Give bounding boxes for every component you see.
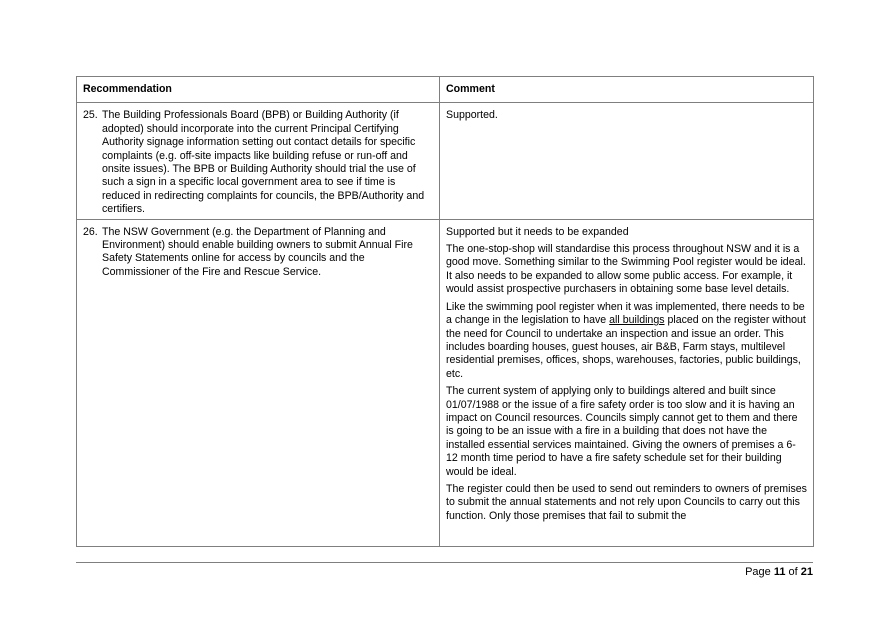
recommendations-table — [76, 76, 814, 547]
recommendation-cell — [77, 219, 440, 546]
comment-text: placed on the register without the need for Council to undertake an inspection and issue an order. This includes boarding houses, guest houses, air B&B, Farm stays, multilevel residential premises, offices, shops, warehouses, factories, public buildings, etc. — [446, 314, 806, 380]
comment-paragraph: Supported. — [446, 109, 498, 122]
comment-paragraph: The register could then be used to send out reminders to owners of premises to submit the annual statements and not rely upon Councils to carry out this function. Only those premises that fail to submit the — [446, 482, 807, 522]
underlined-text: all buildings — [609, 314, 665, 327]
comment-paragraph — [446, 301, 807, 381]
table-row — [77, 219, 814, 546]
header-recommendation: Recommendation — [77, 77, 440, 103]
recommendation-item — [83, 226, 433, 280]
page-total: 21 — [800, 566, 813, 578]
recommendation-text: The Building Professionals Board (BPB) or Building Authority (if adopted) should incorporate into the current Principal Certifying Authority signage information setting out contact details for specific complaints (e.g. off-site impacts like building refuse or run-off and onsite issues). The BPB or Building Authority should trial the use of such a sign in a specific local government area to see if time is reduced in redirecting complaints for councils, the BPB/Authority and certifiers. — [102, 109, 425, 216]
recommendation-number: 25. — [83, 109, 98, 122]
recommendation-text: The NSW Government (e.g. the Department of Planning and Environment) should enable building owners to submit Annual Fire Safety Statements online for access by councils and the Commissioner of the Fire and Rescue Service. — [102, 225, 413, 278]
table-header-row — [77, 77, 814, 103]
recommendation-cell — [77, 103, 440, 219]
header-comment: Comment — [440, 77, 814, 103]
page-current: 11 — [773, 566, 786, 578]
footer-divider — [76, 562, 813, 563]
comment-paragraph: Supported but it needs to be expanded — [446, 225, 629, 238]
comment-paragraph: The one-stop-shop will standardise this process throughout NSW and it is a good move. Something similar to the Swimming Pool register would be ideal. It also needs to be expanded to allow some public access. For example, it would assist prospective purchasers in obtaining some base level details. — [446, 243, 806, 296]
recommendation-item — [83, 109, 433, 216]
comment-cell — [440, 219, 814, 546]
comment-paragraph: The current system of applying only to buildings altered and built since 01/07/1988 or the issue of a fire safety order is too slow and it is having an impact on Council resources. Councils simply cannot get to them and there is going to be an issue with a fire in a building that does not have the installed essential services maintained. Giving the owners of premises a 6-12 month time period to have a fire safety schedule set for their building would be ideal. — [446, 385, 798, 478]
page-prefix: Page — [745, 566, 774, 578]
table-row — [77, 103, 814, 219]
recommendation-number: 26. — [83, 225, 98, 238]
page-footer — [745, 566, 813, 579]
comment-cell — [440, 103, 814, 219]
comment-text: Like the swimming pool register when it was implemented, there needs to be a change in the legislation to have — [446, 300, 805, 327]
page-of: of — [785, 566, 801, 578]
